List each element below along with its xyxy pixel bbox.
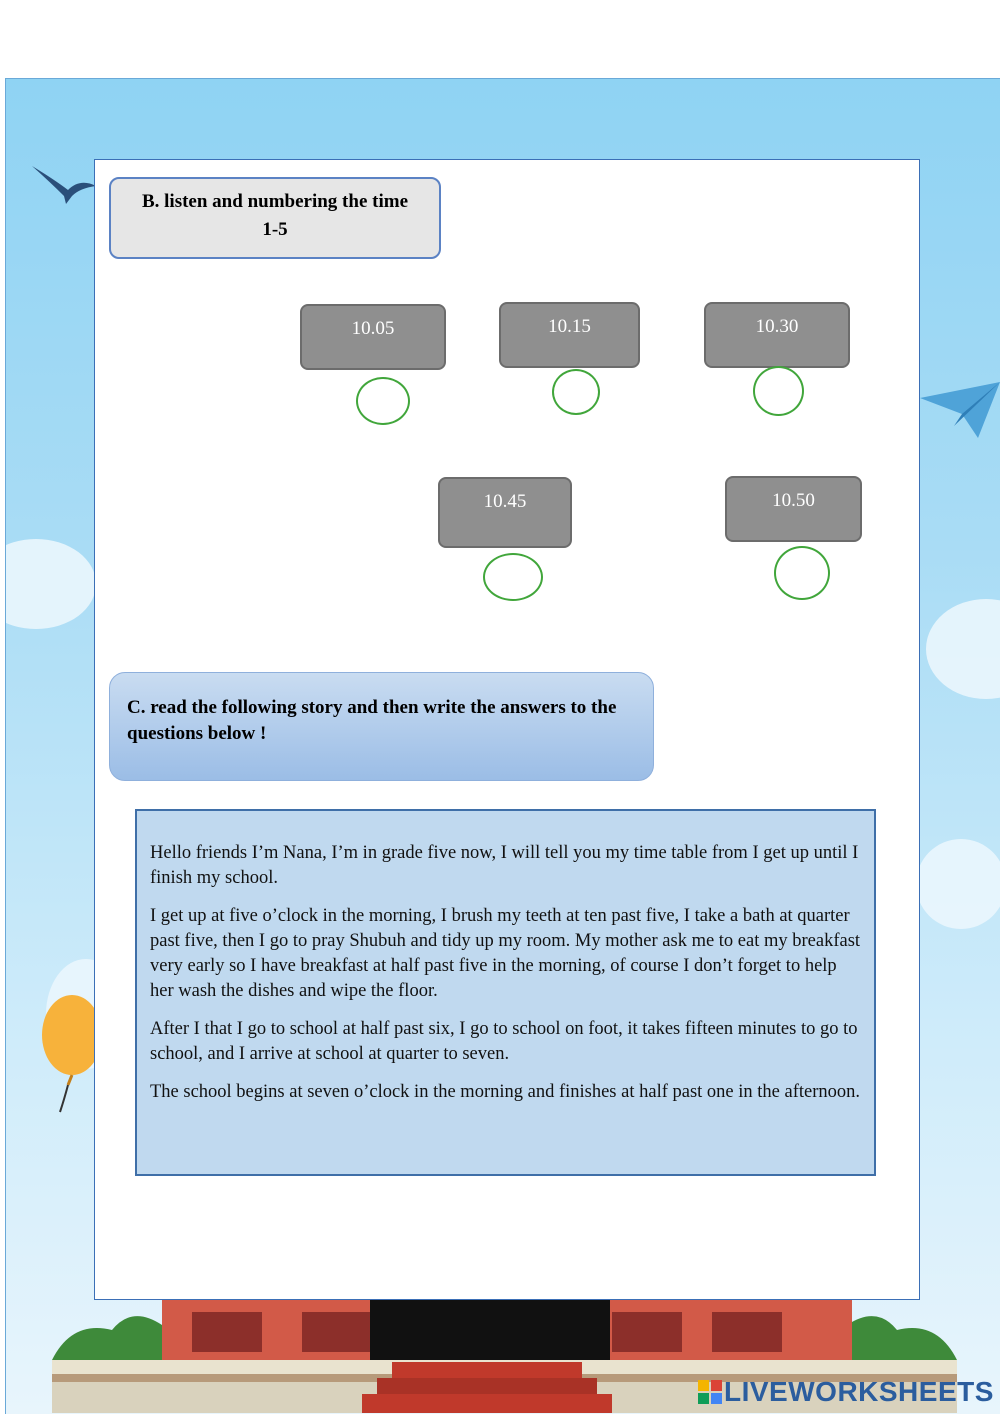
logo-blocks-icon [698,1380,722,1404]
paper-plane-icon [918,378,1000,440]
section-b-title [109,177,441,259]
answer-circle-4[interactable] [483,553,543,601]
balloon-icon [20,990,100,1120]
story-paragraph: After I that I go to school at half past six, I go to school on foot, it takes fifteen minutes to go to school, and I arrive at school at quarter to seven. [150,1019,858,1064]
answer-circle-2[interactable] [552,369,600,415]
bird-icon [30,160,100,210]
time-box-3: 10.30 [704,302,850,368]
section-c-title: C. read the following story and then write the answers to the questions below ! [109,672,654,781]
story-paragraph: I get up at five o’clock in the morning, I brush my teeth at ten past five, I take a bath at quarter past five, then I go to pray Shubuh and tidy up my room. My mother ask me to eat my breakfast very early so I have breakfast at half past five in the morning, of course I don’t forget to help her wash the dishes and wipe the floor. [150,906,861,1001]
time-box-2: 10.15 [499,302,640,368]
answer-circle-5[interactable] [774,546,830,600]
answer-circle-1[interactable] [356,377,410,425]
story-text-box [135,809,876,1176]
section-b-title-line1: B. listen and numbering the time [141,191,409,212]
time-box-1: 10.05 [300,304,446,370]
answer-circle-3[interactable] [753,366,804,416]
story-paragraph: Hello friends I’m Nana, I’m in grade five now, I will tell you my time table from I get up until I finish my school. [150,843,859,888]
time-box-4: 10.45 [438,477,572,548]
time-box-5: 10.50 [725,476,862,542]
section-b-title-line2: 1-5 [262,219,288,240]
story-paragraph: The school begins at seven o’clock in the morning and finishes at half past one in the afternoon. [150,1082,861,1102]
liveworksheets-logo [698,1376,994,1408]
logo-text: LIVEWORKSHEETS [724,1376,994,1407]
